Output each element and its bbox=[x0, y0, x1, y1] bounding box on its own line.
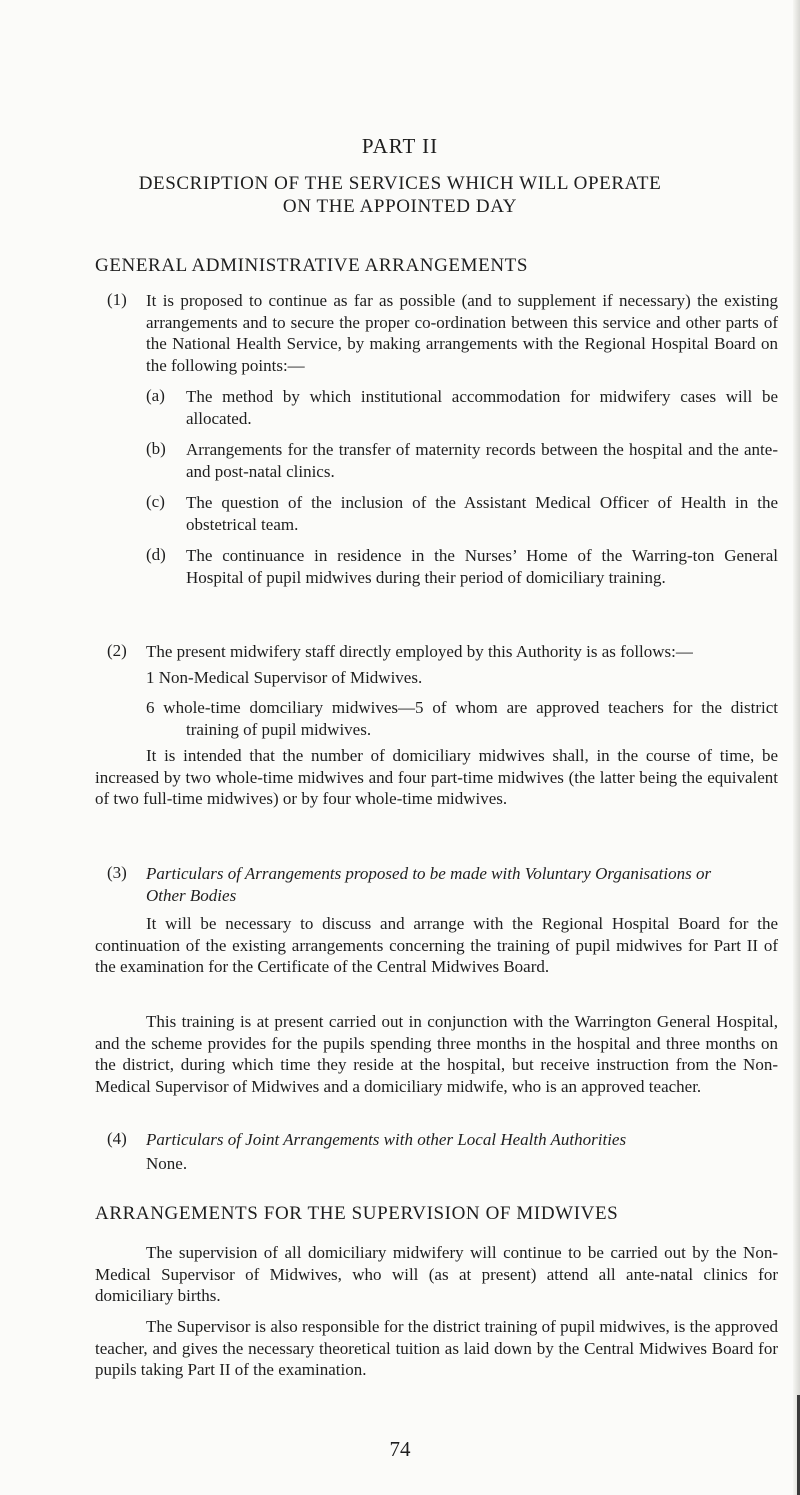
staff-line-1: 1 Non-Medical Supervisor of Midwives. bbox=[146, 668, 423, 687]
section-heading-general: GENERAL ADMINISTRATIVE ARRANGEMENTS bbox=[95, 255, 529, 276]
page-edge bbox=[793, 0, 800, 1495]
subheading-joint-arrangements: Particulars of Joint Arrangements with other Local Health Authorities bbox=[146, 1130, 627, 1149]
page-title-line-2: ON THE APPOINTED DAY bbox=[282, 196, 518, 217]
paragraph-1: It is proposed to continue as far as possible (and to supplement if necessary) the existing arrangements and to secure the proper co-ordination between this service and other parts of the National Health Service, by making arrangements with the Regional Hospital Board on the following points:— bbox=[146, 291, 778, 375]
page-number: 74 bbox=[389, 1437, 411, 1461]
paragraph-3-text-2: This training is at present carried out in conjunction with the Warrington General Hospital, and the scheme provides for the pupils spending three months in the hospital and three months on the district, during which time they reside at the hospital, but receive instruction from the Non-Medical Supervisor of Midwives and a domiciliary midwife, who is an approved teacher. bbox=[95, 1012, 778, 1096]
paragraph-number: (2) bbox=[107, 641, 127, 660]
intent-paragraph: It is intended that the number of domiciliary midwives shall, in the course of time, be increased by two whole-time midwives and four part-time midwives (the latter being the equivalent of two full-time midwives) or by four whole-time midwives. bbox=[95, 746, 778, 808]
list-item: Arrangements for the transfer of maternity records between the hospital and the ante- and post-natal clinics. bbox=[186, 440, 778, 481]
list-item: The continuance in residence in the Nurses’ Home of the Warring-ton General Hospital of pupil midwives during their period of domiciliary training. bbox=[186, 546, 778, 587]
paragraph-number: (3) bbox=[107, 863, 127, 882]
list-item-label: (b) bbox=[146, 439, 166, 458]
list-item: The question of the inclusion of the Assistant Medical Officer of Health in the obstetrical team. bbox=[186, 493, 778, 534]
supervision-paragraph-1: The supervision of all domiciliary midwifery will continue to be carried out by the Non-Medical Supervisor of Midwives, who will (as at present) attend all ante-natal clinics for domiciliary births. bbox=[95, 1243, 778, 1305]
paragraph-3-text-1: It will be necessary to discuss and arrange with the Regional Hospital Board for the continuation of the existing arrangements concerning the training of pupil midwives for Part II of the examination for the Certificate of the Central Midwives Board. bbox=[95, 914, 778, 976]
supervision-paragraph-2: The Supervisor is also responsible for the district training of pupil midwives, is the approved teacher, and gives the necessary theoretical tuition as laid down by the Central Midwives Board for pupils taking Part II of the examination. bbox=[95, 1317, 778, 1379]
paragraph-number: (4) bbox=[107, 1129, 127, 1148]
staff-line-2: 6 whole-time domciliary midwives—5 of whom are approved teachers for the district training of pupil midwives. bbox=[146, 698, 778, 739]
page-title-line-1: DESCRIPTION OF THE SERVICES WHICH WILL OPERATE bbox=[138, 173, 662, 194]
paragraph-number: (1) bbox=[107, 290, 127, 309]
subheading-voluntary-organisations: Particulars of Arrangements proposed to be made with Voluntary Organisations or Other Bodies bbox=[146, 864, 712, 905]
part-heading: PART II bbox=[361, 134, 439, 158]
list-item-label: (c) bbox=[146, 492, 165, 511]
section-heading-supervision: ARRANGEMENTS FOR THE SUPERVISION OF MIDWIVES bbox=[95, 1203, 619, 1224]
list-item-label: (a) bbox=[146, 386, 165, 405]
list-item: The method by which institutional accommodation for midwifery cases will be allocated. bbox=[186, 387, 778, 428]
paragraph-2: The present midwifery staff directly employed by this Authority is as follows:— bbox=[146, 642, 693, 661]
paragraph-4-text: None. bbox=[146, 1154, 188, 1173]
list-item-label: (d) bbox=[146, 545, 166, 564]
